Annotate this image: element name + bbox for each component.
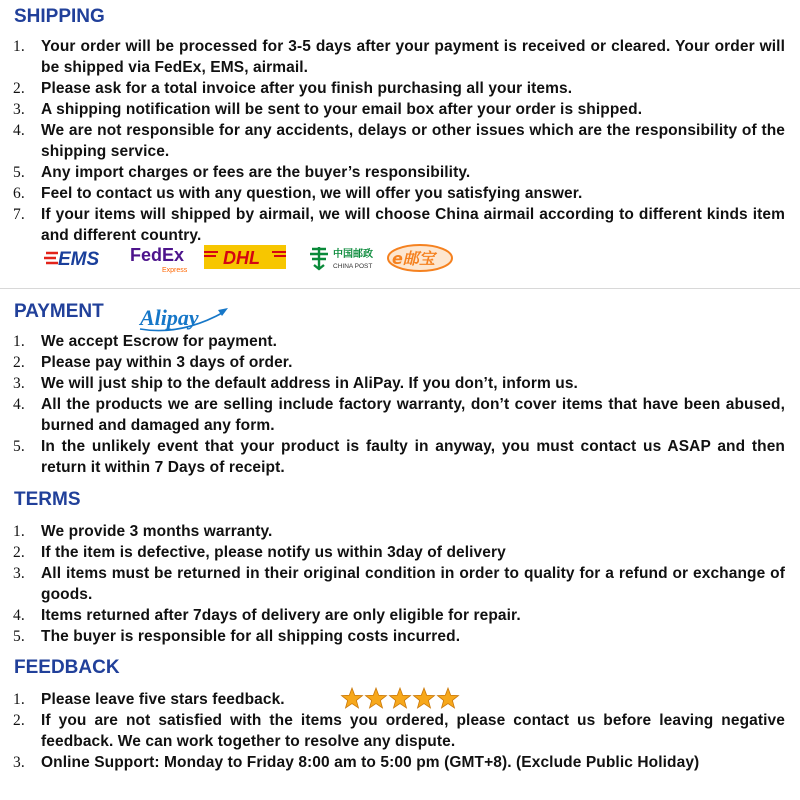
item-number: 4. <box>13 122 25 139</box>
shipping-list <box>0 36 800 246</box>
item-number: 3. <box>13 375 25 392</box>
item-text: Online Support: Monday to Friday 8:00 am to 5:00 pm (GMT+8). (Exclude Public Holiday) <box>41 754 700 771</box>
item-number: 2. <box>13 354 25 371</box>
list-item <box>0 521 800 542</box>
china-post-cn-text: 中国邮政 <box>333 249 373 260</box>
list-item <box>0 352 800 373</box>
section-divider <box>0 288 800 289</box>
epacket-logo <box>386 241 458 275</box>
list-item <box>0 752 800 773</box>
item-number: 5. <box>13 628 25 645</box>
list-item <box>0 605 800 626</box>
item-text: Please pay within 3 days of order. <box>41 354 293 371</box>
item-number: 1. <box>13 691 25 708</box>
ems-logo <box>44 241 112 275</box>
list-item <box>0 204 800 246</box>
dhl-logo <box>204 241 286 275</box>
list-item <box>0 183 800 204</box>
item-text: We are not responsible for any accidents, delays or other issues which are the responsibility of the shipping service. <box>41 122 785 160</box>
item-text: If your items will shipped by airmail, we will choose China airmail according to different kinds item and different country. <box>41 206 785 244</box>
list-item <box>0 36 800 78</box>
item-number: 3. <box>13 101 25 118</box>
item-text: All the products we are selling include factory warranty, don’t cover items that have been abused, burned and damaged any form. <box>41 396 785 434</box>
item-number: 3. <box>13 754 25 771</box>
list-item <box>0 436 800 478</box>
item-number: 5. <box>13 438 25 455</box>
item-number: 2. <box>13 712 25 729</box>
item-text: Feel to contact us with any question, we will offer you satisfying answer. <box>41 185 583 202</box>
item-text: We will just ship to the default address in AliPay. If you don’t, inform us. <box>41 375 578 392</box>
terms-list <box>0 521 800 647</box>
list-item <box>0 120 800 162</box>
item-text: We provide 3 months warranty. <box>41 523 273 540</box>
epacket-logo-text: e邮宝 <box>392 249 435 268</box>
fedex-logo-text: FedEx <box>130 245 185 265</box>
item-text: We accept Escrow for payment. <box>41 333 278 350</box>
item-text: Your order will be processed for 3-5 days after your payment is received or cleared. Your order will be shipped via FedEx, EMS, airmail. <box>41 38 785 76</box>
item-text: If you are not satisfied with the items you ordered, please contact us before leaving negative feedback. We can work together to resolve any dispute. <box>41 712 785 750</box>
list-item <box>0 542 800 563</box>
item-number: 5. <box>13 164 25 181</box>
terms-heading: TERMS <box>14 489 81 510</box>
item-number: 7. <box>13 206 25 223</box>
item-number: 1. <box>13 333 25 350</box>
item-text: Items returned after 7days of delivery are only eligible for repair. <box>41 607 521 624</box>
list-item <box>0 563 800 605</box>
china-post-logo <box>306 241 378 275</box>
list-item <box>0 689 800 710</box>
dhl-logo-text: DHL <box>223 248 260 268</box>
payment-list <box>0 331 800 478</box>
item-number: 4. <box>13 607 25 624</box>
alipay-logo-text: Alipay <box>140 305 199 330</box>
item-number: 2. <box>13 544 25 561</box>
fedex-logo <box>128 241 198 275</box>
item-text: The buyer is responsible for all shipping costs incurred. <box>41 628 461 645</box>
item-text: If the item is defective, please notify us within 3day of delivery <box>41 544 506 561</box>
item-text: A shipping notification will be sent to your email box after your order is shipped. <box>41 101 643 118</box>
item-number: 2. <box>13 80 25 97</box>
list-item <box>0 162 800 183</box>
list-item <box>0 78 800 99</box>
china-post-en-text: CHINA POST <box>333 263 373 270</box>
list-item <box>0 331 800 352</box>
item-text: Any import charges or fees are the buyer’s responsibility. <box>41 164 471 181</box>
carrier-logos <box>44 241 464 275</box>
ems-logo-text: EMS <box>58 249 100 270</box>
item-text: Please leave five stars feedback. <box>41 691 285 708</box>
list-item <box>0 626 800 647</box>
list-item <box>0 373 800 394</box>
item-text: Please ask for a total invoice after you finish purchasing all your items. <box>41 80 573 97</box>
list-item <box>0 99 800 120</box>
fedex-logo-subtext: Express <box>162 267 188 274</box>
item-number: 4. <box>13 396 25 413</box>
list-item <box>0 394 800 436</box>
item-number: 6. <box>13 185 25 202</box>
shipping-heading: SHIPPING <box>14 6 105 27</box>
payment-heading: PAYMENT <box>14 301 104 322</box>
item-text: All items must be returned in their original condition in order to quality for a refund or exchange of goods. <box>41 565 785 603</box>
item-text: In the unlikely event that your product is faulty in anyway, you must contact us ASAP and then return it within 7 Days of receipt. <box>41 438 785 476</box>
feedback-heading: FEEDBACK <box>14 657 120 678</box>
list-item <box>0 710 800 752</box>
item-number: 1. <box>13 38 25 55</box>
item-number: 1. <box>13 523 25 540</box>
item-number: 3. <box>13 565 25 582</box>
feedback-list <box>0 689 800 773</box>
